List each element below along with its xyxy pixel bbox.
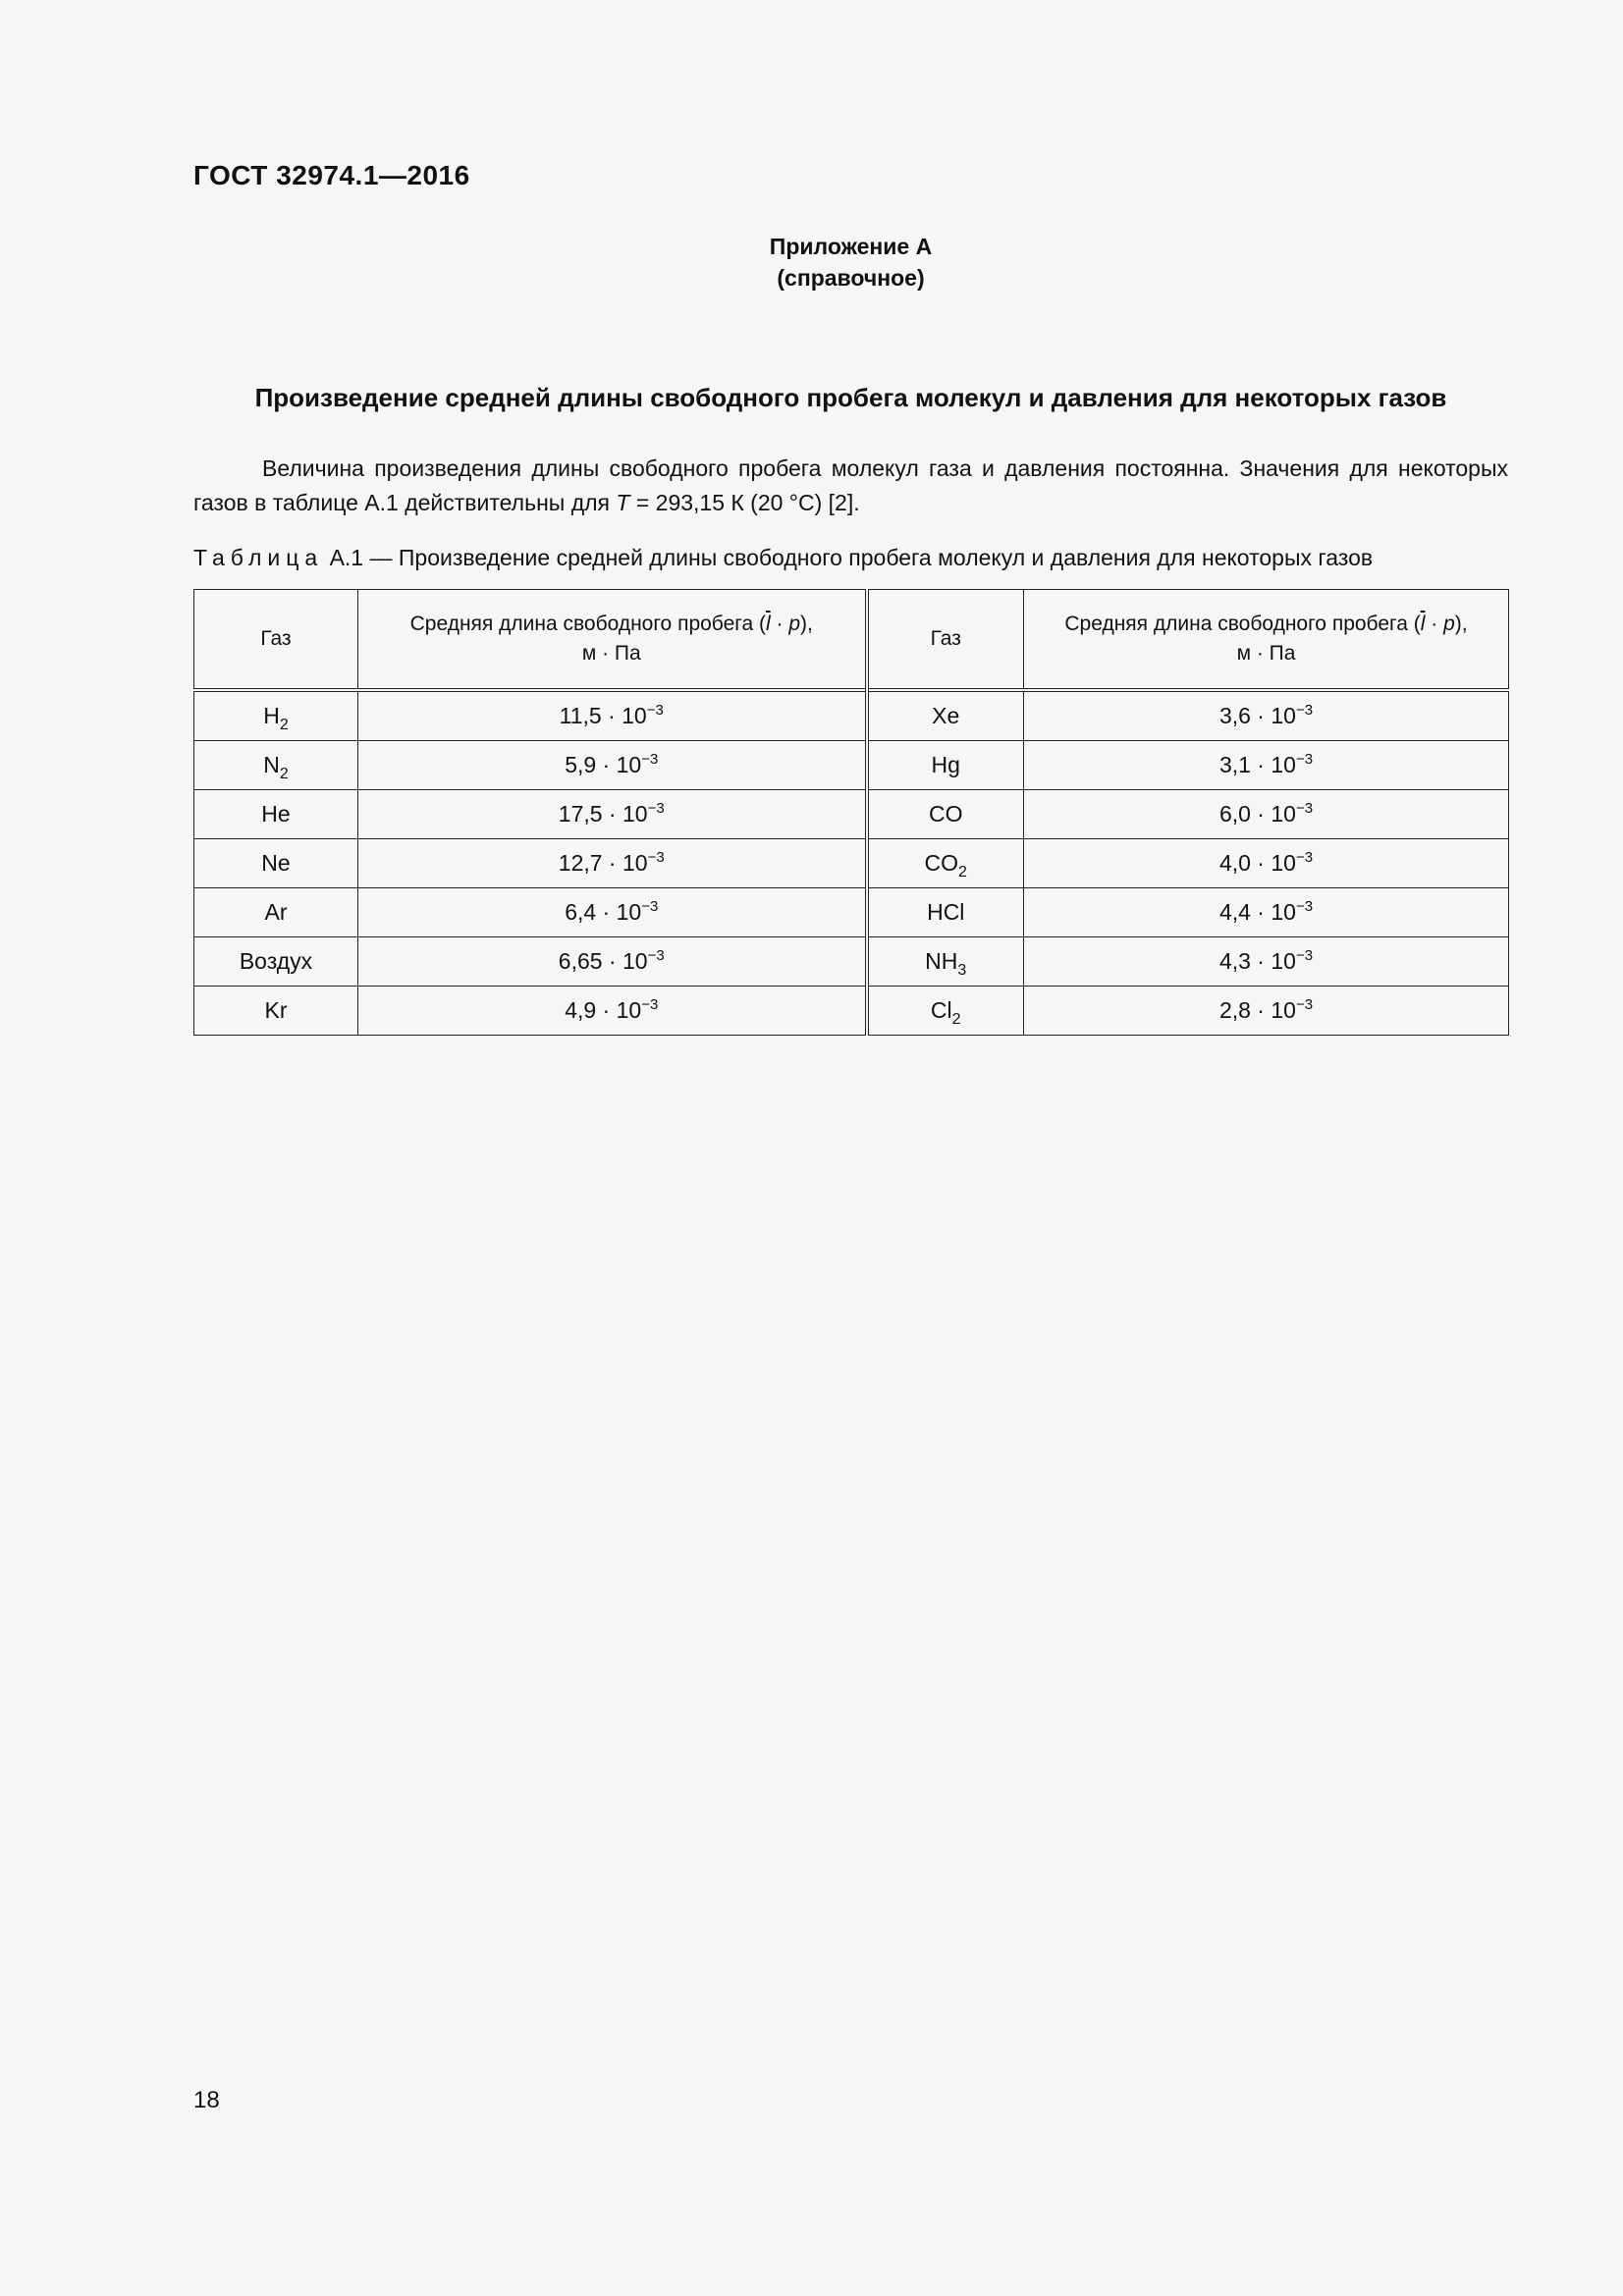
right-value-cell: $4,0 \cdot 10^{-3}$: [1024, 839, 1509, 888]
table-row: [194, 987, 1509, 1036]
table-row: [194, 690, 1509, 741]
appendix-heading: [0, 231, 1623, 294]
right-gas-cell: Xe: [867, 690, 1024, 741]
right-value-cell: $4,4 \cdot 10^{-3}$: [1024, 888, 1509, 937]
right-value-cell: $3,1 \cdot 10^{-3}$: [1024, 741, 1509, 790]
right-value-cell: $6,0 \cdot 10^{-3}$: [1024, 790, 1509, 839]
left-gas-cell: $N_2$: [194, 741, 358, 790]
left-gas-cell: $H_2$: [194, 690, 358, 741]
right-gas-cell: Hg: [867, 741, 1024, 790]
right-gas-cell: HCl: [867, 888, 1024, 937]
paragraph-text-1: Величина произведения длины свободного пробега молекул газа и давления постоянна. Значения для некоторых газов в таблице А.1 действительны для: [193, 455, 1508, 515]
body-paragraph: [193, 452, 1508, 520]
table-row: [194, 790, 1509, 839]
left-gas-cell: Kr: [194, 987, 358, 1036]
left-value-cell: $11,5 \cdot 10^{-3}$: [358, 690, 867, 741]
table-row: [194, 741, 1509, 790]
right-value-cell: $2,8 \cdot 10^{-3}$: [1024, 987, 1509, 1036]
left-gas-cell: Ar: [194, 888, 358, 937]
page-number: 18: [193, 2087, 220, 2113]
header-gas-left: Газ: [194, 590, 358, 691]
left-value-cell: $6,65 \cdot 10^{-3}$: [358, 937, 867, 987]
left-gas-cell: Воздух: [194, 937, 358, 987]
table-row: [194, 888, 1509, 937]
left-value-cell: $6,4 \cdot 10^{-3}$: [358, 888, 867, 937]
appendix-type: (справочное): [777, 265, 925, 291]
left-gas-cell: Ne: [194, 839, 358, 888]
left-value-cell: $4,9 \cdot 10^{-3}$: [358, 987, 867, 1036]
section-title: Произведение средней длины свободного пробега молекул и давления для некоторых газов: [254, 383, 1447, 412]
left-value-cell: $17,5 \cdot 10^{-3}$: [358, 790, 867, 839]
right-gas-cell: $Cl_2$: [867, 987, 1024, 1036]
document-header-title: ГОСТ 32974.1—2016: [193, 160, 470, 190]
header-value-right: Средняя длина свободного пробега $(\overline{l} \cdot p)$, м · Па: [1024, 590, 1509, 691]
right-value-cell: $3,6 \cdot 10^{-3}$: [1024, 690, 1509, 741]
gas-data-table: [193, 589, 1509, 1036]
left-gas-cell: He: [194, 790, 358, 839]
table-row: [194, 937, 1509, 987]
header-gas-right: Газ: [867, 590, 1024, 691]
table-row: [194, 839, 1509, 888]
header-value-left: Средняя длина свободного пробега $(\overline{l} \cdot p)$, м · Па: [358, 590, 867, 691]
table-caption-prefix: Таблица: [193, 545, 324, 570]
right-gas-cell: CO: [867, 790, 1024, 839]
left-value-cell: $12,7 \cdot 10^{-3}$: [358, 839, 867, 888]
table-caption-text: А.1 — Произведение средней длины свободного пробега молекул и давления для некоторых газов: [323, 545, 1374, 570]
right-gas-cell: $CO_2$: [867, 839, 1024, 888]
right-value-cell: $4,3 \cdot 10^{-3}$: [1024, 937, 1509, 987]
appendix-label: Приложение А: [769, 234, 933, 259]
temperature-variable: T: [616, 490, 630, 515]
paragraph-text-2: = 293,15 К (20 °С) [2].: [629, 490, 860, 515]
right-gas-cell: $NH_3$: [867, 937, 1024, 987]
table-header-row: [194, 590, 1509, 691]
left-value-cell: $5,9 \cdot 10^{-3}$: [358, 741, 867, 790]
table-caption: [193, 545, 1373, 571]
